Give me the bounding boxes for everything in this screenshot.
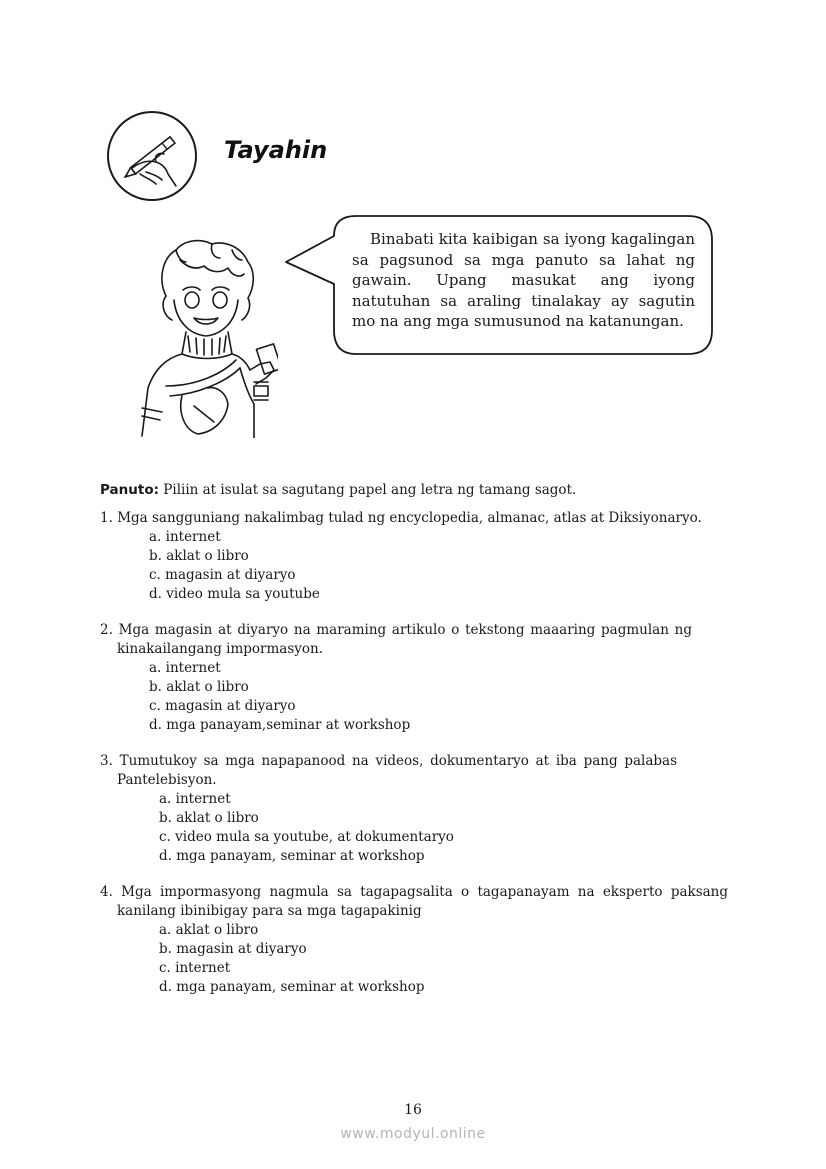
question-1: [100, 509, 710, 604]
choice-d: d. mga panayam, seminar at workshop: [159, 979, 425, 995]
choice-d: d. video mula sa youtube: [149, 586, 320, 602]
page-number: 16: [404, 1102, 422, 1118]
choice-c: c. video mula sa youtube, at dokumentaryo: [159, 829, 454, 845]
instructions-label: Panuto:: [100, 482, 159, 498]
choice-a: a. aklat o libro: [159, 922, 259, 938]
question-text: 1. Mga sangguniang nakalimbag tulad ng encyclopedia, almanac, atlas at Diksiyonaryo.: [100, 510, 702, 526]
question-text: 2. Mga magasin at diyaryo na maraming artikulo o tekstong maaaring pagmulan ng kinakailangang impormasyon.: [100, 622, 693, 657]
question-text: 3. Tumutukoy sa mga napapanood na videos, dokumentaryo at iba pang palabas Pantelebisyon.: [100, 753, 677, 788]
pencil-hand-icon: [106, 110, 198, 202]
speech-bubble-text: Binabati kita kaibigan sa iyong kagalingan sa pagsunod sa mga panuto sa lahat ng gawain. Upang masukat ang iyong natutuhan sa araling tinalakay ay sagutin mo na ang mga sumusunod na katanungan.: [352, 230, 695, 330]
choice-a: a. internet: [159, 791, 231, 807]
choice-b: b. magasin at diyaryo: [159, 941, 307, 957]
question-text: 4. Mga impormasyong nagmula sa tagapagsalita o tagapanayam na eksperto paksang kanilang ibinibigay para sa mga tagapakinig: [100, 884, 729, 919]
choice-b: b. aklat o libro: [159, 810, 259, 826]
instructions-text: Piliin at isulat sa sagutang papel ang letra ng tamang sagot.: [163, 482, 577, 498]
choice-b: b. aklat o libro: [149, 548, 249, 564]
section-title: Tayahin: [224, 136, 328, 164]
question-2: [100, 621, 710, 735]
student-character-illustration: [136, 236, 278, 438]
choice-c: c. magasin at diyaryo: [149, 567, 296, 583]
instructions: [100, 482, 576, 498]
choice-c: c. internet: [159, 960, 231, 976]
choice-a: a. internet: [149, 660, 221, 676]
watermark: www.modyul.online: [340, 1126, 486, 1142]
choice-d: d. mga panayam,seminar at workshop: [149, 717, 411, 733]
choice-a: a. internet: [149, 529, 221, 545]
question-4: [100, 883, 728, 997]
choice-b: b. aklat o libro: [149, 679, 249, 695]
question-3: [100, 752, 710, 866]
choice-c: c. magasin at diyaryo: [149, 698, 296, 714]
choice-d: d. mga panayam, seminar at workshop: [159, 848, 425, 864]
